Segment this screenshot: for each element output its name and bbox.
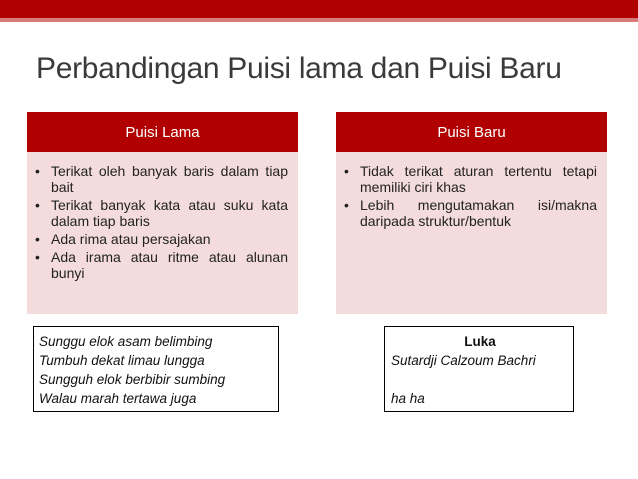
list-item: • Terikat oleh banyak baris dalam tiap bait [35,163,288,195]
poem-blank-line [391,370,569,389]
panel-puisi-baru [336,112,607,314]
bullet-icon: • [344,197,349,213]
bullet-icon: • [344,163,349,179]
bullet-icon: • [35,249,40,265]
panel-puisi-lama [27,112,298,314]
panel-header-puisi-baru: Puisi Baru [336,112,607,152]
poem-author: Sutardji Calzoum Bachri [391,353,536,368]
top-accent-stripe [0,18,638,22]
puisi-lama-list [35,163,288,281]
poem-line: Walau marah tertawa juga [39,391,197,406]
puisi-baru-list [344,163,597,229]
poem-line: Sunggu elok asam belimbing [39,334,213,349]
panel-body-puisi-lama [27,152,298,314]
panel-header-puisi-lama: Puisi Lama [27,112,298,152]
puisi-luka-box [384,326,574,412]
bullet-icon: • [35,163,40,179]
bullet-icon: • [35,197,40,213]
poem-title: Luka [464,334,496,349]
top-accent-bar [0,0,638,18]
list-item: • Terikat banyak kata atau suku kata dalam tiap baris [35,197,288,229]
list-item: • Ada irama atau ritme atau alunan bunyi [35,249,288,281]
panel-body-puisi-baru [336,152,607,314]
bullet-icon: • [35,231,40,247]
pantun-box [33,326,279,412]
poem-line: Sungguh elok berbibir sumbing [39,372,226,387]
poem-line: ha ha [391,391,425,406]
list-item: • Tidak terikat aturan tertentu tetapi memiliki ciri khas [344,163,597,195]
list-item: • Lebih mengutamakan isi/makna daripada struktur/bentuk [344,197,597,229]
poem-line: Tumbuh dekat limau lungga [39,353,205,368]
slide-title: Perbandingan Puisi lama dan Puisi Baru [36,52,562,85]
list-item: • Ada rima atau persajakan [35,231,211,247]
